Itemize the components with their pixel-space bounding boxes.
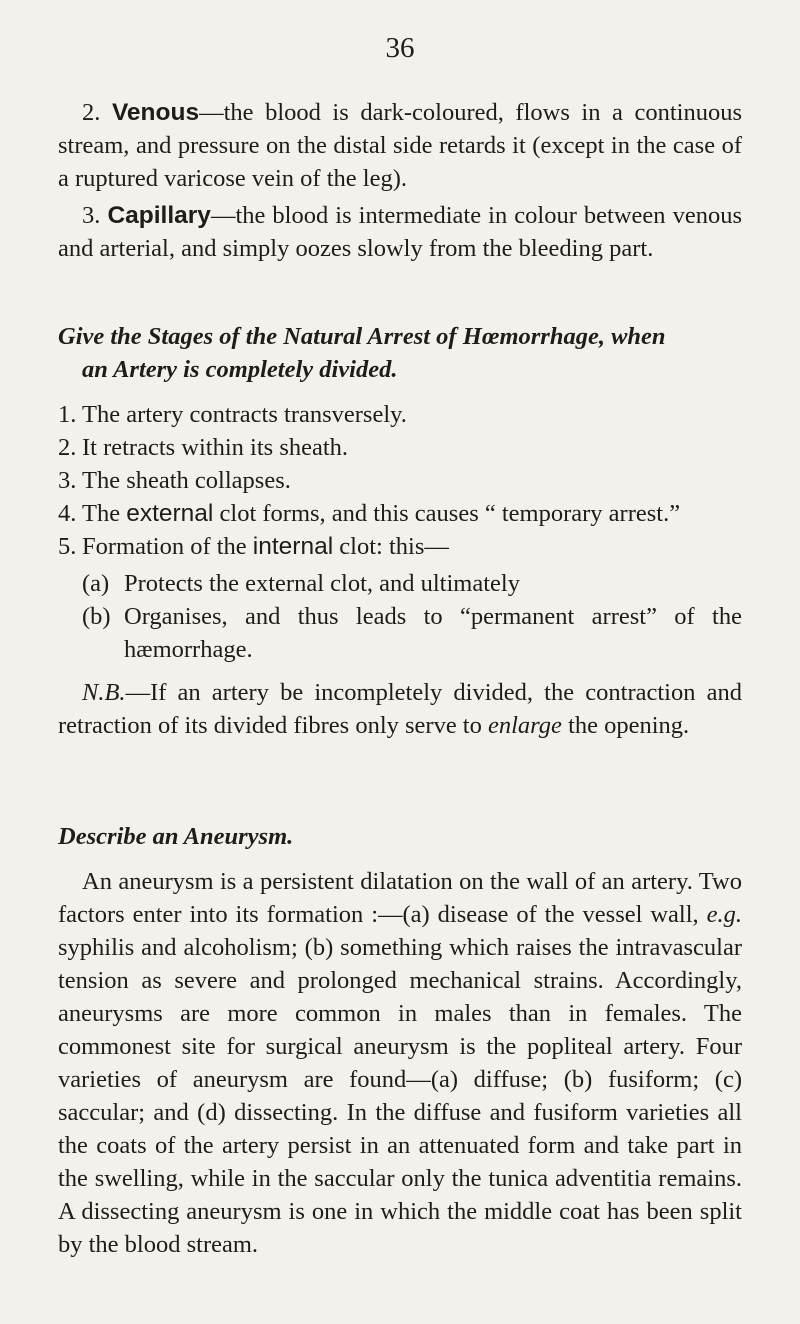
list-item bbox=[58, 398, 742, 431]
substep-letter: (a) bbox=[82, 570, 110, 597]
venous-paragraph bbox=[58, 96, 742, 195]
substep-letter: (b) bbox=[82, 603, 111, 630]
aneurysm-text: syphilis and alcoholism; bbox=[58, 934, 305, 961]
aneurysm-section bbox=[58, 820, 742, 1261]
list-item bbox=[58, 530, 742, 563]
aneurysm-marker: (b) bbox=[304, 934, 334, 961]
aneurysm-text: something which raises the intravascular tension as severe and prolonged mechanical strains. Accordingly, aneurysms are more common in males than in females. The commonest site for surgical aneurysm is the popliteal artery. Four varieties of aneurysm are found— bbox=[58, 934, 742, 1093]
aneurysm-marker: (c) bbox=[714, 1066, 742, 1093]
list-item bbox=[58, 600, 742, 666]
aneurysm-marker: (d) bbox=[197, 1099, 226, 1126]
aneurysm-marker: (b) bbox=[563, 1066, 593, 1093]
step-number: 4. bbox=[58, 500, 77, 527]
list-item bbox=[58, 497, 742, 530]
step-number: 3. bbox=[58, 467, 77, 494]
step-text: The artery contracts transversely. bbox=[82, 401, 407, 428]
aneurysm-text: saccular; and bbox=[58, 1099, 198, 1126]
venous-text: —the blood is dark-coloured, flows in a continuous stream, and pressure on the distal side retards it (except in the case of a ruptured varicose vein of the leg). bbox=[58, 99, 742, 192]
aneurysm-heading: Describe an Aneurysm. bbox=[58, 823, 294, 850]
step-number: 1. bbox=[58, 401, 77, 428]
venous-label: Venous bbox=[111, 99, 200, 126]
page-number: 36 bbox=[385, 32, 415, 64]
nb-text: —If an artery be incompletely divided, the contraction and retraction of its divided fibres only serve to bbox=[58, 679, 742, 739]
step-emphasis: internal bbox=[252, 533, 334, 560]
step-text: The bbox=[82, 500, 127, 527]
aneurysm-text: diffuse; bbox=[458, 1066, 564, 1093]
step-number: 5. bbox=[58, 533, 77, 560]
aneurysm-paragraph bbox=[58, 865, 742, 1261]
capillary-paragraph bbox=[58, 199, 742, 265]
step-text: Formation of the bbox=[82, 533, 253, 560]
arrest-heading bbox=[58, 320, 742, 386]
aneurysm-text: dissecting. In the diffuse and fusiform varieties all the coats of the artery persist in an attenuated form and take part in the swelling, while in the saccular only the tunica adventitia remains. A dissecting aneurysm is one in which the middle coat has been split by the blood stream. bbox=[58, 1099, 742, 1258]
nb-label: N.B. bbox=[82, 679, 126, 706]
arrest-section bbox=[58, 320, 742, 742]
substep-text: Protects the external clot, and ultimately bbox=[124, 570, 520, 597]
aneurysm-text: An aneurysm is a persistent dilatation on the wall of an artery. Two factors enter into its formation :— bbox=[58, 868, 742, 928]
arrest-steps bbox=[58, 398, 742, 666]
list-item bbox=[58, 464, 742, 497]
capillary-number: 3. bbox=[82, 202, 101, 229]
substep-text: Organises, and thus leads to “permanent arrest” of the hæmorrhage. bbox=[124, 603, 742, 663]
venous-number: 2. bbox=[82, 99, 101, 126]
nb-emphasis: enlarge bbox=[488, 712, 562, 739]
step-text: clot: this— bbox=[333, 533, 449, 560]
capillary-label: Capillary bbox=[107, 202, 211, 229]
nb-text-end: the opening. bbox=[561, 712, 690, 739]
aneurysm-marker: (a) bbox=[402, 901, 430, 928]
nb-note bbox=[58, 676, 742, 742]
aneurysm-text: fusiform; bbox=[592, 1066, 715, 1093]
arrest-heading-line1: Give the Stages of the Natural Arrest of Hœmorrhage, when bbox=[58, 323, 666, 350]
capillary-text: —the blood is intermediate in colour between venous and arterial, and simply oozes slowly from the bleeding part. bbox=[58, 202, 743, 262]
step-number: 2. bbox=[58, 434, 77, 461]
list-item bbox=[58, 431, 742, 464]
list-item bbox=[58, 567, 742, 600]
step-text: clot forms, and this causes “ temporary arrest.” bbox=[213, 500, 681, 527]
step-emphasis: external bbox=[126, 500, 214, 527]
step-text: It retracts within its sheath. bbox=[82, 434, 349, 461]
aneurysm-marker: (a) bbox=[430, 1066, 459, 1093]
aneurysm-text: disease of the vessel wall, bbox=[429, 901, 707, 928]
step-text: The sheath collapses. bbox=[82, 467, 291, 494]
bleeding-types-section bbox=[58, 96, 742, 265]
aneurysm-emphasis: e.g. bbox=[706, 901, 742, 928]
arrest-heading-line2: an Artery is completely divided. bbox=[82, 356, 398, 383]
